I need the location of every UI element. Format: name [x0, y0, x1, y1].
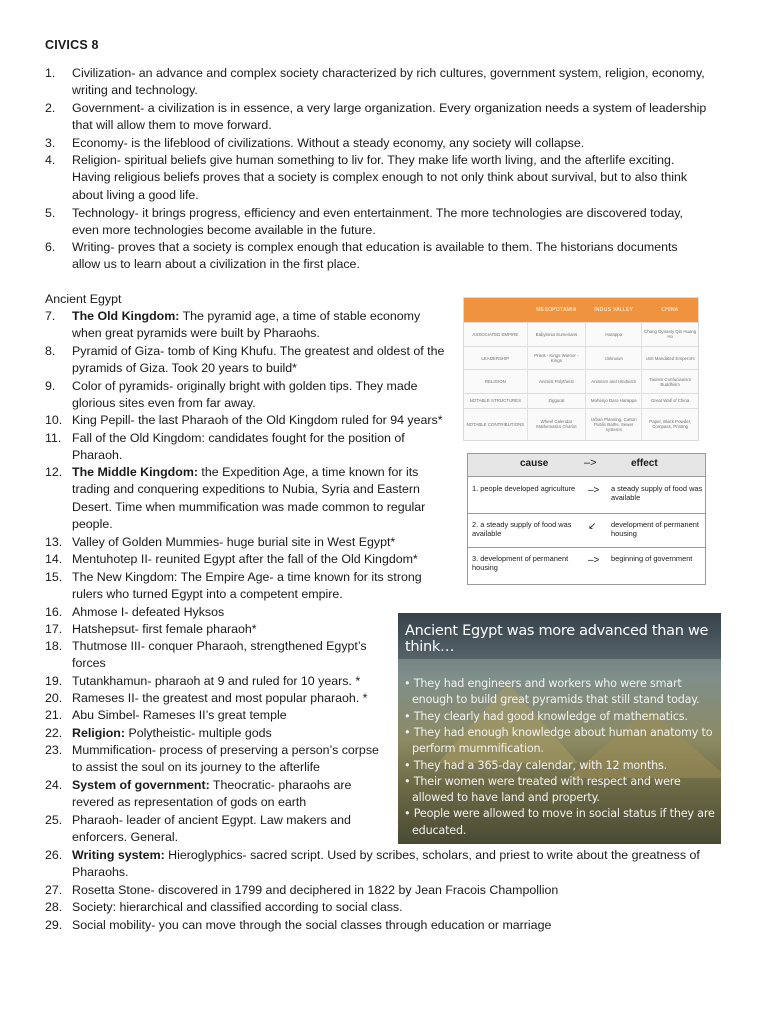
list-item-number: 20. [45, 691, 63, 705]
list-item-line: System of government: Theocratic- pharaohs are [72, 778, 352, 792]
document-title: CIVICS 8 [45, 38, 99, 52]
list-item-number: 23. [45, 743, 63, 757]
list-item-number: 21. [45, 708, 63, 722]
cause-effect-row [468, 477, 705, 514]
list-item-text [72, 621, 257, 638]
table-cell: Unit Mandated Emperors [642, 346, 698, 370]
cause-effect-row [468, 513, 705, 548]
list-item-number: 6. [45, 240, 56, 254]
list-item-line: when great pyramids were built by Pharaohs. [72, 326, 320, 341]
arrow-icon: –> [588, 555, 600, 566]
arrow-icon: –> [584, 457, 597, 469]
list-item-line: Pharaoh- leader of ancient Egypt. Law makers and [72, 813, 351, 827]
table-cell: Taoism Confucianism Buddhism [642, 370, 698, 394]
list-item-line: King Pepill- the last Pharaoh of the Old Kingdom ruled for 94 years* [72, 413, 443, 427]
cause-text: 1. people developed agriculture [472, 484, 576, 493]
cause-effect-header [468, 454, 705, 477]
list-item-line: Writing system: Hieroglyphics- sacred script. Used by scribes, scholars, and priest to write about the greatness of [72, 848, 700, 862]
list-item-line: The Middle Kingdom: the Expedition Age, a time known for its [72, 465, 419, 479]
list-item-line: even more technologies become available in the future. [72, 223, 376, 238]
list-item-number: 28. [45, 900, 63, 914]
list-item-line: forces [72, 656, 106, 671]
list-item-number: 5. [45, 206, 56, 220]
table-header-cell: CHINA [642, 298, 698, 323]
list-item-line: trading and conquering expeditions to Nubia, Syria and Eastern [72, 482, 420, 497]
list-item-line: Civilization- an advance and complex society characterized by rich cultures, government system, religion, economy, [72, 66, 705, 80]
list-item-line: Pharaohs. [72, 865, 129, 880]
list-item-line: revered as representation of gods on earth [72, 795, 307, 810]
list-item-bold-term: Religion: [72, 726, 125, 740]
list-item-text [72, 152, 687, 204]
banner-bullet-line: allowed to have land and property. [412, 791, 600, 805]
list-item-line: Thutmose III- conquer Pharaoh, strengthened Egypt’s [72, 639, 367, 653]
banner-bullet-line: • Their women were treated with respect and were [404, 774, 681, 788]
list-item-line: Rosetta Stone- discovered in 1799 and deciphered in 1822 by Jean Fracois Champollion [72, 883, 559, 897]
list-item-line: Having religious beliefs proves that a society is complex enough to not only think about survival, but to also think [72, 170, 688, 185]
list-item-number: 1. [45, 66, 56, 80]
table-cell: Animism and Hinduism [586, 370, 642, 394]
list-item-bold-term: The Old Kingdom: [72, 309, 180, 323]
banner-bullet-line: • They clearly had good knowledge of mathematics. [404, 709, 688, 723]
cause-header: cause [520, 458, 549, 469]
table-row [464, 323, 698, 347]
list-item-line: to assist the soul on its journey to the afterlife [72, 760, 320, 775]
list-item-line: The New Kingdom: The Empire Age- a time known for its strong [72, 570, 422, 584]
list-item-line: Color of pyramids- originally bright with golden tips. They made [72, 379, 418, 393]
list-item-line: Desert. Time when mummification was made common to regular [72, 499, 426, 514]
list-item-text [72, 673, 360, 690]
list-item-text [72, 777, 351, 812]
list-item-text [72, 464, 425, 534]
table-cell: Wheel Calendar Mathematics Chariot [527, 408, 586, 440]
arrow-icon: ↙ [588, 521, 597, 532]
list-item-line: Religion- spiritual beliefs give human something to liv for. They make life worth living, and the afterlife exciting. [72, 153, 675, 167]
table-cell: Ziggurat [527, 394, 586, 409]
table-header-cell [464, 298, 527, 323]
list-item-text [72, 604, 224, 621]
list-item-number: 16. [45, 605, 63, 619]
ancient-egypt-banner-image [398, 613, 721, 844]
table-cell: Animist Polytheist [527, 370, 586, 394]
list-item-number: 11. [45, 431, 62, 445]
effect-text: beginning of government [611, 554, 693, 563]
banner-bullet-line: • They had a 365-day calendar, with 12 months. [404, 758, 668, 772]
list-item-line: Hatshepsut- first female pharaoh* [72, 622, 257, 636]
list-item-text [72, 638, 367, 673]
list-item-number: 8. [45, 344, 56, 358]
table-cell: NOTABLE CONTRIBUTIONS [464, 408, 527, 440]
list-item-text [72, 343, 444, 378]
cause-text: 2. a steady supply of food was available [472, 520, 572, 538]
list-item-number: 27. [45, 883, 63, 897]
list-item-text [72, 430, 405, 465]
list-item-text [72, 135, 584, 152]
list-item-text [72, 847, 700, 882]
list-item-bold-term: Writing system: [72, 848, 165, 862]
list-item-line: writing and technology. [72, 83, 198, 98]
list-item-number: 12. [45, 465, 63, 479]
list-item-text [72, 551, 418, 568]
list-item-number: 18. [45, 639, 63, 653]
table-cell: Harappa [586, 323, 642, 347]
list-item-text [72, 100, 706, 135]
table-cell: Unknown [586, 346, 642, 370]
list-item-text [72, 239, 678, 274]
table-header-cell: MESOPOTAMIA [527, 298, 586, 323]
list-item-number: 15. [45, 570, 63, 584]
list-item-line: Society: hierarchical and classified according to social class. [72, 900, 403, 914]
cause-effect-row [468, 547, 705, 583]
list-item-line: that will allow them to move forward. [72, 118, 272, 133]
table-cell: Chang Dynasty Qin Huang Ho [642, 323, 698, 347]
list-item-line: rulers who turned Egypt into a competent empire. [72, 587, 343, 602]
list-item-line: Social mobility- you can move through the social classes through education or marriage [72, 918, 552, 932]
table-cell: NOTABLE STRUCTURES [464, 394, 527, 409]
banner-bullet-line: • They had engineers and workers who were smart [404, 677, 682, 690]
banner-bullet-line: educated. [412, 823, 467, 837]
section-heading: Ancient Egypt [45, 292, 122, 306]
list-item-line: people. [72, 517, 113, 532]
list-item-text [72, 308, 420, 343]
list-item-text [72, 882, 558, 899]
cause-effect-chart [467, 453, 706, 585]
list-item-number: 17. [45, 622, 63, 636]
list-item-line: Rameses II- the greatest and most popular pharaoh. * [72, 691, 368, 705]
cause-text: 3. development of permanent housing [472, 554, 569, 572]
table-row [464, 394, 698, 409]
list-item-line: Mentuhotep II- reunited Egypt after the fall of the Old Kingdom* [72, 552, 418, 566]
comparison-table-image [463, 297, 699, 441]
list-item-text [72, 569, 422, 604]
list-item-number: 10. [45, 413, 63, 427]
table-cell: Paper, Black Powder, Compass, Printing [642, 408, 698, 440]
list-item-number: 9. [45, 379, 56, 393]
arrow-icon: –> [588, 485, 600, 496]
list-item-line: Fall of the Old Kingdom: candidates fought for the position of [72, 431, 405, 445]
banner-bullet-line: perform mummification. [412, 742, 544, 756]
list-item-line: Pharaoh. [72, 448, 123, 463]
list-item-line: enforcers. General. [72, 830, 179, 845]
list-item-bold-term: The Middle Kingdom: [72, 465, 198, 479]
list-item-line: The Old Kingdom: The pyramid age, a time of stable economy [72, 309, 421, 323]
table-cell: Priest - Kings Warrior - Kings [527, 346, 586, 370]
table-header-cell: INDUS VALLEY [586, 298, 642, 323]
list-item-text [72, 690, 367, 707]
list-item-line: about living a good life. [72, 187, 199, 202]
list-item-text [72, 742, 379, 777]
list-item-number: 24. [45, 778, 63, 792]
effect-header: effect [631, 458, 658, 469]
table-cell: RELIGION [464, 370, 527, 394]
banner-bullet-line: enough to build great pyramids that still stand today. [412, 693, 700, 707]
list-item-text [72, 899, 403, 916]
list-item-text [72, 707, 287, 724]
list-item-text [72, 412, 443, 429]
table-cell: LEADERSHIP [464, 346, 527, 370]
banner-bullet-line: • People were allowed to move in social status if they are [404, 807, 715, 821]
list-item-line: glorious sites even from far away. [72, 396, 256, 411]
list-item-text [72, 205, 683, 240]
table-row [464, 346, 698, 370]
list-item-text [72, 917, 551, 934]
list-item-line: Technology- it brings progress, efficiency and even entertainment. The more technologies are discovered today, [72, 206, 683, 220]
list-item-number: 22. [45, 726, 63, 740]
effect-text: development of permanent housing [611, 520, 699, 538]
list-item-number: 25. [45, 813, 63, 827]
list-item-line: Government- a civilization is in essence, a very large organization. Every organization needs a system of leadership [72, 101, 707, 115]
list-item-text [72, 65, 705, 100]
list-item-line: Mummification- process of preserving a person’s corpse [72, 743, 379, 757]
list-item-line: pyramids of Giza. Took 20 years to build* [72, 361, 297, 376]
table-cell: Mohenjo Daro Harappa [586, 394, 642, 409]
list-item-number: 19. [45, 674, 63, 688]
list-item-line: Abu Simbel- Rameses II’s great temple [72, 708, 287, 722]
list-item-line: Tutankhamun- pharaoh at 9 and ruled for 10 years. * [72, 674, 361, 688]
list-item-number: 3. [45, 136, 56, 150]
list-item-number: 14. [45, 552, 63, 566]
list-item-text [72, 725, 272, 742]
list-item-number: 26. [45, 848, 63, 862]
table-cell: ASSOCIATED EMPIRE [464, 323, 527, 347]
table-cell: Urban Planning, Cotton Public Baths, Sewer systems [586, 408, 642, 440]
banner-title: Ancient Egypt was more advanced than we think… [405, 623, 709, 655]
list-item-number: 29. [45, 918, 63, 932]
list-item-line: allow us to learn about a civilization in the first place. [72, 257, 360, 272]
list-item-line: Valley of Golden Mummies- huge burial site in West Egypt* [72, 535, 396, 549]
list-item-number: 7. [45, 309, 56, 323]
list-item-text [72, 812, 351, 847]
table-row [464, 408, 698, 440]
list-item-number: 13. [45, 535, 63, 549]
list-item-line: Ahmose I- defeated Hyksos [72, 605, 225, 619]
effect-text: a steady supply of food was available [611, 484, 703, 502]
list-item-number: 2. [45, 101, 56, 115]
list-item-line: Writing- proves that a society is complex enough that education is available to them. The historians documents [72, 240, 678, 254]
list-item-number: 4. [45, 153, 56, 167]
table-row [464, 370, 698, 394]
list-item-text [72, 534, 395, 551]
table-cell: Babylonia Sumerians [527, 323, 586, 347]
banner-bullet-line: • They had enough knowledge about human anatomy to [404, 725, 713, 739]
table-cell: Great Wall of China [642, 394, 698, 409]
list-item-line: Pyramid of Giza- tomb of King Khufu. The greatest and oldest of the [72, 344, 445, 358]
list-item-line: Religion: Polytheistic- multiple gods [72, 726, 272, 740]
list-item-line: Economy- is the lifeblood of civilizations. Without a steady economy, any society will collapse. [72, 136, 585, 150]
list-item-bold-term: System of government: [72, 778, 210, 792]
list-item-text [72, 378, 418, 413]
